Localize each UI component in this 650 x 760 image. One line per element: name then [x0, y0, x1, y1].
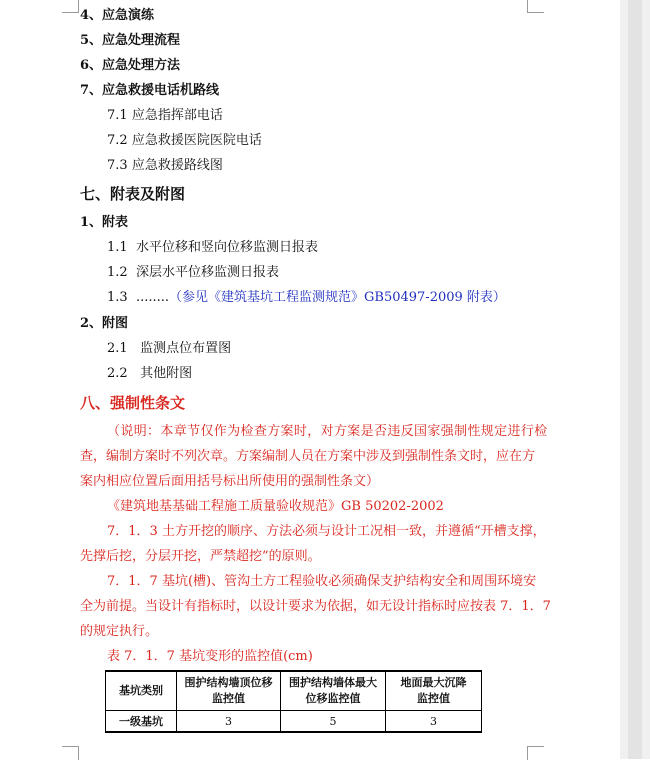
table-header-cell: 围护结构墙顶位移 监控值 [177, 671, 281, 711]
clause-line: 全为前提。当设计有指标时，以设计要求为依据，如无设计指标时应按表 7．1．7 [80, 599, 551, 614]
table-caption: 表 7．1．7 基坑变形的监控值(cm) [107, 649, 313, 664]
note-line: （说明：本章节仅作为检查方案时，对方案是否违反国家强制性规定进行检 [107, 424, 548, 439]
sub-list-item: 2.2 其他附图 [107, 366, 193, 381]
list-item: 6、应急处理方法 [80, 58, 181, 73]
sub-list-item: 7.3 应急救援路线图 [107, 158, 223, 173]
table-cell: 3 [177, 711, 281, 733]
table-header-cell: 围护结构墙体最大 位移监控值 [281, 671, 386, 711]
subsection-heading: 1、附表 [80, 215, 129, 230]
scrollbar-track[interactable] [628, 0, 642, 759]
section-heading: 八、强制性条文 [80, 394, 186, 412]
table-row [106, 711, 482, 733]
clause-line: 先撑后挖，分层开挖，严禁超挖”的原则。 [80, 549, 321, 564]
sub-list-item: 7.1 应急指挥部电话 [107, 108, 223, 123]
sub-list-item: 7.2 应急救援医院医院电话 [107, 133, 262, 148]
vertical-scrollbar[interactable] [620, 0, 650, 759]
note-line: 查，编制方案时不列次章。方案编制人员在方案中涉及到强制性条文时，应在方 [80, 449, 536, 464]
crop-mark-bottom-right [527, 746, 544, 760]
table-cell: 5 [281, 711, 386, 733]
crop-mark-top-right [527, 0, 544, 13]
monitoring-table [105, 670, 482, 733]
clause-line: 的规定执行。 [80, 624, 159, 639]
sub-list-item: 1.2 深层水平位移监测日报表 [107, 265, 279, 280]
list-item: 4、应急演练 [80, 8, 155, 23]
crop-mark-bottom-left [62, 746, 79, 760]
list-item: 5、应急处理流程 [80, 33, 181, 48]
list-item: 7、应急救援电话机路线 [80, 83, 220, 98]
table-cell: 一级基坑 [106, 711, 177, 733]
section-heading: 七、附表及附图 [80, 185, 186, 203]
sub-list-item: 1.3 ........（参见《建筑基坑工程监测规范》GB50497-2009 附表） [107, 290, 506, 305]
clause-line: 7．1．7 基坑(槽)、管沟土方工程验收必须确保支护结构安全和周围环境安 [107, 574, 537, 589]
table-cell: 3 [386, 711, 482, 733]
table-header-row [106, 671, 482, 711]
sub-list-item: 2.1 监测点位布置图 [107, 341, 232, 356]
note-line: 案内相应位置后面用括号标出所使用的强制性条文） [80, 474, 380, 489]
reference-note: （参见《建筑基坑工程监测规范》GB50497-2009 附表） [169, 290, 506, 305]
sub-list-item: 1.1 水平位移和竖向位移监测日报表 [107, 240, 318, 255]
table-header-cell: 地面最大沉降 监控值 [386, 671, 482, 711]
clause-line: 7．1．3 土方开挖的顺序、方法必须与设计工况相一致，并遵循“开槽支撑， [107, 524, 546, 539]
code-reference: 《建筑地基基础工程施工质量验收规范》GB 50202-2002 [107, 499, 444, 514]
table-header-cell: 基坑类别 [106, 671, 177, 711]
subsection-heading: 2、附图 [80, 316, 129, 331]
crop-mark-top-left [62, 0, 79, 13]
